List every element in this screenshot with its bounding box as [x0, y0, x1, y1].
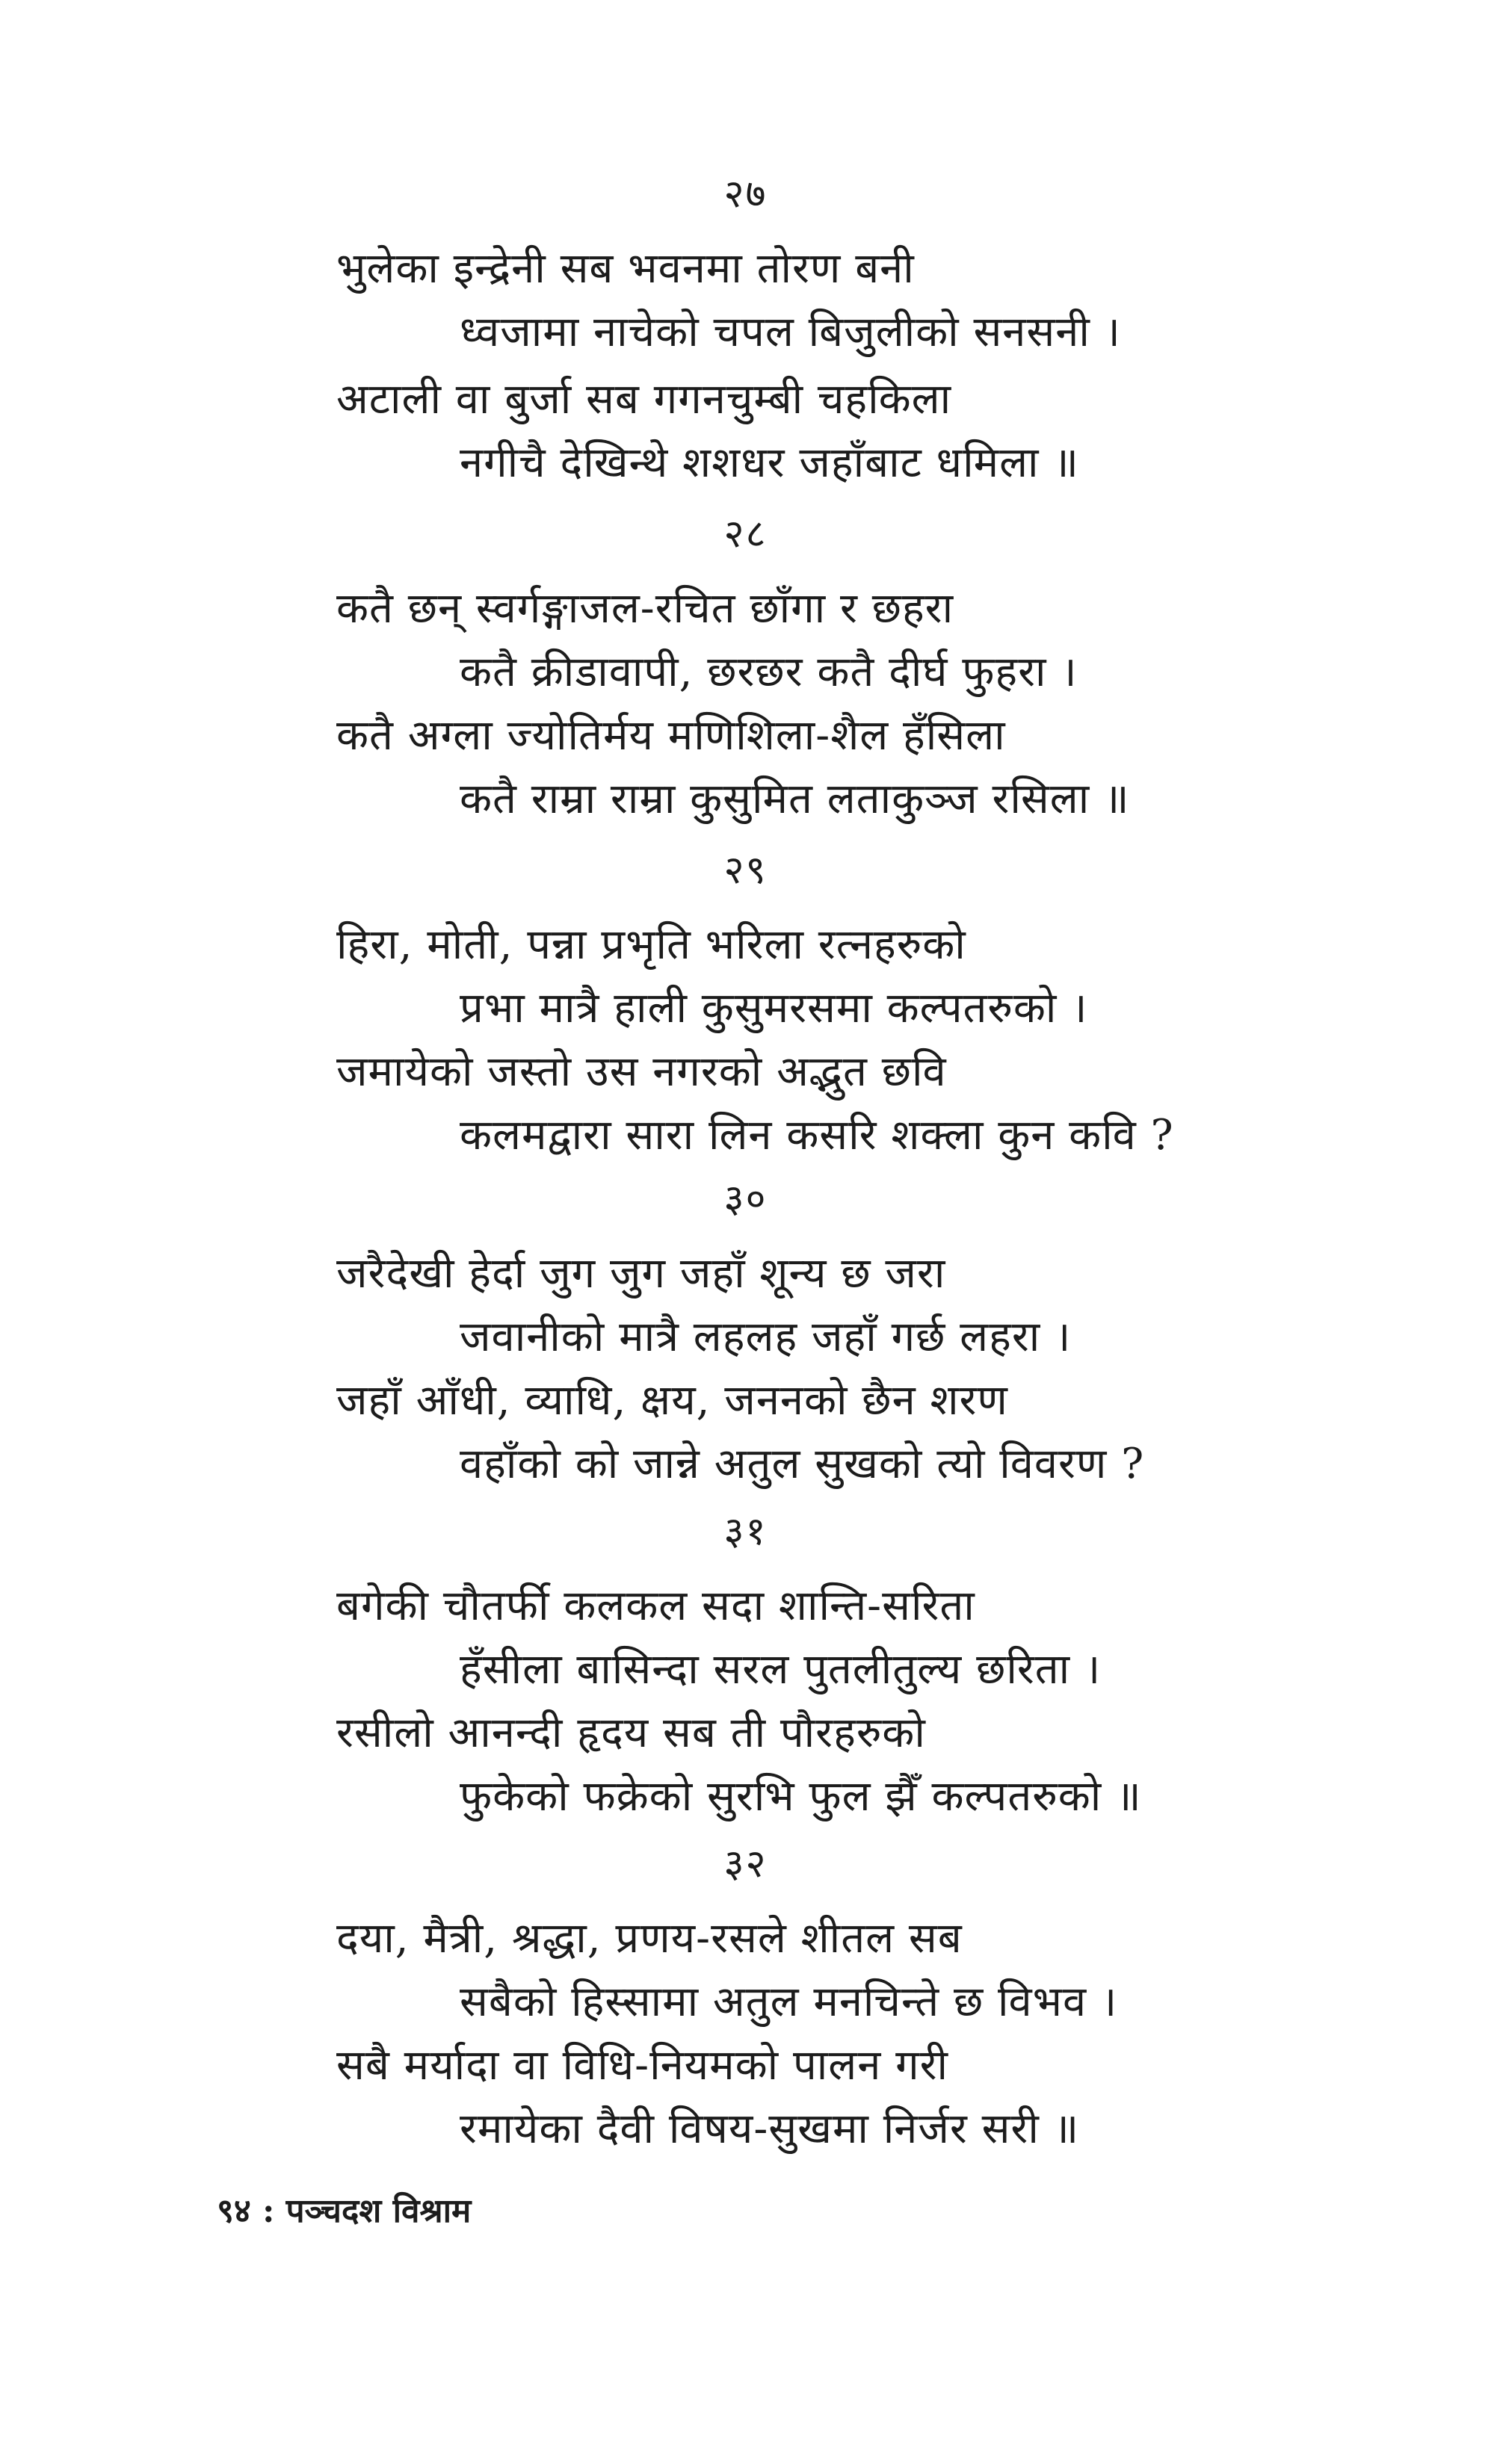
verse-line: सबै मर्यादा वा विधि-नियमको पालन गरी [336, 2041, 949, 2090]
verse-line: दया, मैत्री, श्रद्धा, प्रणय-रसले शीतल सब [336, 1914, 963, 1963]
stanza-number: ३० [723, 1177, 768, 1222]
verse-line: जमायेको जस्तो उस नगरको अद्भुत छवि [336, 1047, 947, 1096]
verse-line: जवानीको मात्रै लहलह जहाँ गर्छ लहरा । [460, 1313, 1072, 1361]
verse-line: बगेकी चौतर्फी कलकल सदा शान्ति-सरिता [336, 1582, 975, 1630]
stanza-number: ३२ [723, 1842, 768, 1886]
verse-line: नगीचै देखिन्थे शशधर जहाँबाट धमिला ॥ [460, 439, 1079, 487]
verse-line: रमायेका दैवी विषय-सुखमा निर्जर सरी ॥ [460, 2105, 1080, 2153]
verse-line: फुकेको फक्रेको सुरभि फुल झैँ कल्पतरुको ॥ [460, 1772, 1142, 1821]
stanza-number: २७ [723, 172, 768, 217]
verse-line: ध्वजामा नाचेको चपल बिजुलीको सनसनी । [460, 308, 1121, 356]
verse-line: कतै छन् स्वर्गङ्गाजल-रचित छाँगा र छहरा [336, 584, 954, 633]
verse-line: वहाँको को जान्ने अतुल सुखको त्यो विवरण ? [460, 1440, 1145, 1488]
verse-line: प्रभा मात्रै हाली कुसुमरसमा कल्पतरुको । [460, 984, 1088, 1033]
verse-line: कलमद्वारा सारा लिन कसरि शक्ला कुन कवि ? [460, 1111, 1174, 1160]
verse-line: भुलेका इन्द्रेनी सब भवनमा तोरण बनी [336, 244, 915, 293]
verse-line: सबैको हिस्सामा अतुल मनचिन्ते छ विभव । [460, 1978, 1118, 2026]
stanza-number: ३१ [723, 1509, 768, 1554]
verse-line: कतै अग्ला ज्योतिर्मय मणिशिला-शैल हँसिला [336, 711, 1006, 760]
verse-line: जहाँ आँधी, व्याधि, क्षय, जननको छैन शरण [336, 1376, 1008, 1425]
verse-line: कतै राम्रा राम्रा कुसुमित लताकुञ्ज रसिला ॥ [460, 775, 1130, 823]
verse-line: हिरा, मोती, पन्ना प्रभृति भरिला रत्नहरुको [336, 920, 966, 969]
verse-line: जरैदेखी हेर्दा जुग जुग जहाँ शून्य छ जरा [336, 1249, 946, 1298]
verse-line: रसीलो आनन्दी हृदय सब ती पौरहरुको [336, 1709, 926, 1757]
verse-line: अटाली वा बुर्जा सब गगनचुम्बी चहकिला [336, 375, 952, 424]
stanza-number: २९ [723, 848, 768, 893]
verse-line: हँसीला बासिन्दा सरल पुतलीतुल्य छरिता । [460, 1645, 1102, 1694]
page-footer: ९४ : पञ्चदश विश्राम [217, 2192, 472, 2230]
stanza-number: २८ [723, 512, 768, 557]
verse-line: कतै क्रीडावापी, छरछर कतै दीर्घ फुहरा । [460, 648, 1078, 696]
